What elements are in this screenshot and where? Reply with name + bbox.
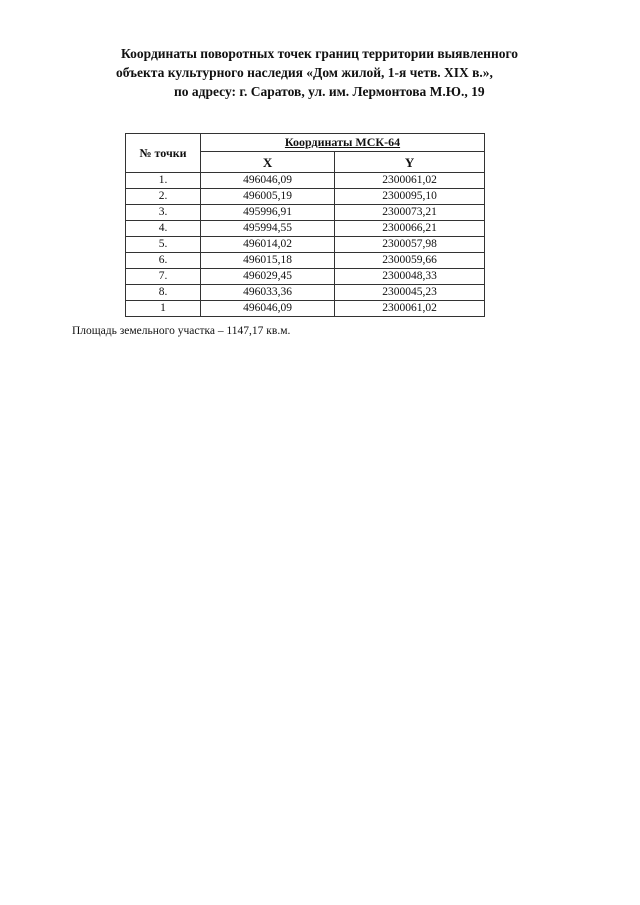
table-row: [126, 285, 485, 301]
y-coordinate-cell: 2300073,21: [335, 205, 485, 221]
point-number-cell: 4.: [126, 221, 201, 237]
x-coordinate-cell: 496015,18: [201, 253, 335, 269]
table-header-row: [126, 134, 485, 152]
point-number-cell: 7.: [126, 269, 201, 285]
title-line-1: Координаты поворотных точек границ территории выявленного: [121, 46, 519, 61]
x-coordinate-cell: 495996,91: [201, 205, 335, 221]
table-row: [126, 189, 485, 205]
y-column-header: Y: [335, 152, 485, 173]
table-row: [126, 253, 485, 269]
title-line-2: объекта культурного наследия «Дом жилой, 1-я четв. XIX в.»,: [116, 65, 493, 80]
x-coordinate-cell: 496005,19: [201, 189, 335, 205]
point-number-cell: 1.: [126, 173, 201, 189]
land-area-note: Площадь земельного участка – 1147,17 кв.м.: [72, 325, 291, 337]
coordinate-system-label: Координаты МСК-64: [284, 135, 401, 149]
document-title: [0, 44, 640, 101]
point-number-header: № точки: [126, 134, 201, 173]
x-coordinate-cell: 496046,09: [201, 301, 335, 317]
x-column-header: X: [201, 152, 335, 173]
table-row: [126, 205, 485, 221]
x-coordinate-cell: 496014,02: [201, 237, 335, 253]
y-coordinate-cell: 2300061,02: [335, 173, 485, 189]
table-row: [126, 269, 485, 285]
y-coordinate-cell: 2300059,66: [335, 253, 485, 269]
point-number-cell: 8.: [126, 285, 201, 301]
coordinate-system-header: [201, 134, 485, 152]
y-coordinate-cell: 2300095,10: [335, 189, 485, 205]
point-number-cell: 2.: [126, 189, 201, 205]
title-line-3: по адресу: г. Саратов, ул. им. Лермонтова М.Ю., 19: [174, 84, 485, 99]
x-coordinate-cell: 496029,45: [201, 269, 335, 285]
point-number-cell: 3.: [126, 205, 201, 221]
point-number-cell: 1: [126, 301, 201, 317]
table-row: [126, 237, 485, 253]
table-row: [126, 173, 485, 189]
y-coordinate-cell: 2300045,23: [335, 285, 485, 301]
point-number-cell: 6.: [126, 253, 201, 269]
y-coordinate-cell: 2300061,02: [335, 301, 485, 317]
point-number-cell: 5.: [126, 237, 201, 253]
x-coordinate-cell: 496033,36: [201, 285, 335, 301]
coordinates-table: [125, 133, 485, 317]
table-row: [126, 221, 485, 237]
y-coordinate-cell: 2300048,33: [335, 269, 485, 285]
y-coordinate-cell: 2300057,98: [335, 237, 485, 253]
x-coordinate-cell: 496046,09: [201, 173, 335, 189]
x-coordinate-cell: 495994,55: [201, 221, 335, 237]
table-row: [126, 301, 485, 317]
y-coordinate-cell: 2300066,21: [335, 221, 485, 237]
